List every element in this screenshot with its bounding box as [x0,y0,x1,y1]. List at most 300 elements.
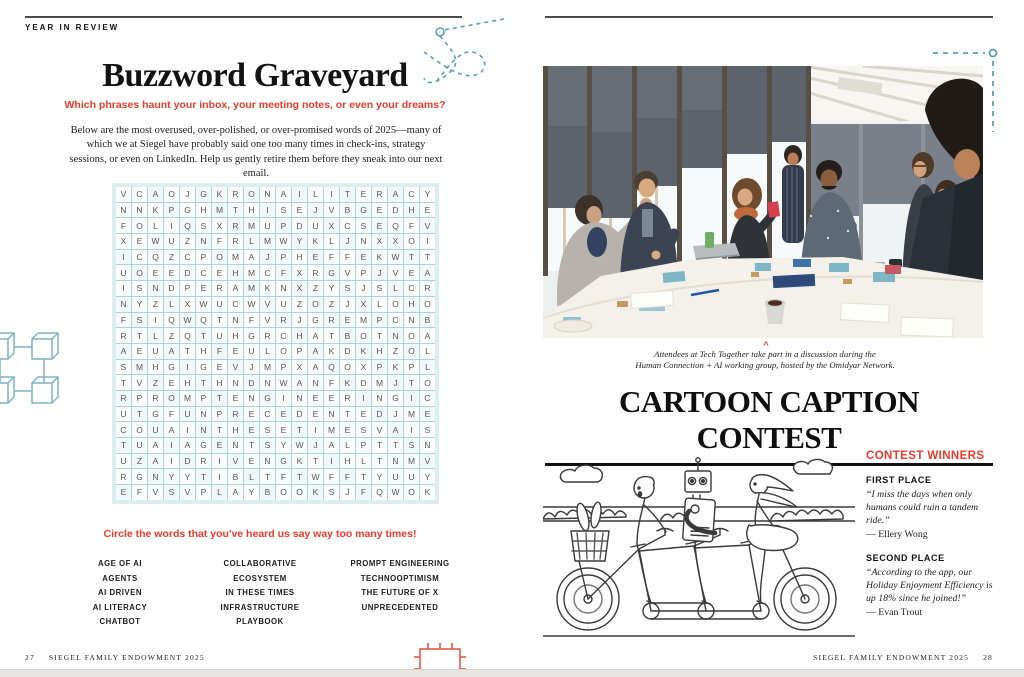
wordsearch-cell: A [388,187,403,202]
wordsearch-cell: G [388,391,403,406]
wordsearch-cell: M [244,265,259,280]
wordsearch-cell: A [148,187,163,202]
wordsearch-cell: K [420,485,435,500]
wordsearch-cell: V [372,422,387,437]
wordsearch-cell: N [308,375,323,390]
right-footer-text: SIEGEL FAMILY ENDOWMENT 2025 [813,653,970,662]
wordsearch-cell: T [212,422,227,437]
wordsearch-cell: L [244,469,259,484]
wordsearch-cell: C [276,328,291,343]
wordsearch-cell: E [228,391,243,406]
wordsearch-cell: W [388,485,403,500]
wordsearch-cell: T [180,344,195,359]
wordsearch-cell: Q [324,360,339,375]
wordsearch-cell: T [340,187,355,202]
wordsearch-cell: U [212,297,227,312]
wordsearch-cell: N [276,281,291,296]
wordsearch-cell: I [324,454,339,469]
wordsearch-cell: J [244,360,259,375]
wordsearch-cell: F [276,469,291,484]
wordsearch-cell: U [116,454,131,469]
word-list-column [330,557,470,630]
wordsearch-cell: O [404,328,419,343]
wordsearch-cell: P [196,250,211,265]
wordsearch-cell: T [372,454,387,469]
winner-author: — Evan Trout [866,606,923,618]
wordsearch-cell: M [244,218,259,233]
wordsearch-cell: V [132,375,147,390]
wordsearch-cell: E [308,407,323,422]
wordsearch-cell: V [420,454,435,469]
wordsearch-cell: T [260,469,275,484]
wordsearch-cell: Z [148,375,163,390]
wordsearch-cell: T [196,375,211,390]
wordsearch-cell: D [180,265,195,280]
wordsearch-cell: N [148,281,163,296]
word-list-item: AGENTS [102,573,138,583]
wordsearch-cell: T [372,328,387,343]
wordsearch-cell: L [212,485,227,500]
wordsearch-cell: N [132,203,147,218]
wordsearch-cell: G [260,391,275,406]
wordsearch-cell: E [420,407,435,422]
wordsearch-cell: J [308,438,323,453]
wordsearch-cell: Q [196,313,211,328]
wordsearch-cell: N [228,438,243,453]
wordsearch-cell: N [324,407,339,422]
wordsearch-cell: U [260,218,275,233]
wordsearch-cell: A [388,422,403,437]
wordsearch-cell: A [276,187,291,202]
winner-author: — Ellery Wong [866,528,928,540]
wordsearch-cell: F [404,218,419,233]
wordsearch-cell: J [340,234,355,249]
wordsearch-cell: R [212,281,227,296]
caption-caret-icon: ^ [763,340,769,350]
wordsearch-grid [116,187,435,500]
wordsearch-cell: Q [388,218,403,233]
wordsearch-cell: U [388,469,403,484]
wordsearch-cell: O [340,360,355,375]
contest-winners-heading: CONTEST WINNERS [866,450,985,462]
wordsearch-cell: L [148,328,163,343]
wordsearch-cell: R [228,187,243,202]
wordsearch-cell: C [228,297,243,312]
wordsearch-cell: F [324,375,339,390]
wordsearch-cell: S [276,203,291,218]
wordsearch-cell: K [148,203,163,218]
wordsearch-cell: A [228,281,243,296]
wordsearch-cell: L [324,234,339,249]
wordsearch-cell: K [212,187,227,202]
wordsearch-cell: E [308,391,323,406]
wordsearch-cell: W [196,297,211,312]
wordsearch-cell: T [196,328,211,343]
wordsearch-cell: X [116,234,131,249]
wordsearch-cell: A [308,328,323,343]
wordsearch-cell: A [164,344,179,359]
wordsearch-cell: D [292,407,307,422]
wordsearch-cell: I [148,313,163,328]
wordsearch-cell: P [276,250,291,265]
wordsearch-cell: W [292,438,307,453]
wordsearch-cell: R [276,313,291,328]
wordsearch-cell: G [196,187,211,202]
wordsearch-cell: N [244,391,259,406]
wordsearch-cell: N [196,234,211,249]
wordsearch-cell: Z [180,234,195,249]
wordsearch-cell: W [388,250,403,265]
wordsearch-cell: Y [420,469,435,484]
wordsearch-cell: E [340,422,355,437]
wordsearch-cell: G [276,454,291,469]
wordsearch-cell: A [244,250,259,265]
contest-title: CARTOON CAPTION CONTEST [545,384,993,466]
wordsearch-cell: N [228,313,243,328]
wordsearch-cell: V [116,187,131,202]
wordsearch-cell: C [420,391,435,406]
wordsearch-cell: T [244,438,259,453]
wordsearch-cell: T [324,328,339,343]
wordsearch-cell: N [388,328,403,343]
wordsearch-cell: Z [164,250,179,265]
wordsearch-cell: T [212,391,227,406]
wordsearch-cell: H [212,375,227,390]
wordsearch-cell: O [132,218,147,233]
word-list-item: AGE OF AI [97,559,143,568]
wordsearch-cell: T [132,328,147,343]
wordsearch-cell: U [244,344,259,359]
word-list-item: COLLABORATIVE [223,559,297,568]
wordsearch-cell: L [148,218,163,233]
wordsearch-cell: B [340,203,355,218]
wordsearch-cell: Y [132,297,147,312]
wordsearch-cell: X [372,234,387,249]
wordsearch-cell: D [292,218,307,233]
photo-caption-line1: Attendees at Tech Together take part in a discussion during the [654,349,876,359]
circle-prompt: Circle the words that you've heard us say way too many times! [103,528,417,540]
wordsearch-cell: I [212,469,227,484]
wordsearch-cell: C [404,281,419,296]
wordsearch-cell: A [420,328,435,343]
wordsearch-cell: O [164,391,179,406]
wordsearch-cell: Z [308,281,323,296]
wordsearch-cell: L [420,360,435,375]
wordsearch-cell: N [196,422,211,437]
kicker: YEAR IN REVIEW [25,23,120,32]
wordsearch-cell: F [324,250,339,265]
wordsearch-cell: T [372,438,387,453]
wordsearch-cell: E [276,407,291,422]
wordsearch-cell: V [148,485,163,500]
wordsearch-cell: Z [164,328,179,343]
wordsearch-cell: V [420,218,435,233]
wordsearch-cell: T [340,407,355,422]
word-list-item: THE FUTURE OF X [361,588,439,597]
wordsearch-cell: A [308,344,323,359]
wordsearch-cell: M [260,234,275,249]
wordsearch-cell: F [276,265,291,280]
wordsearch-cell: T [116,438,131,453]
wordsearch-cell: E [132,344,147,359]
wordsearch-cell: M [228,250,243,265]
wordsearch-cell: C [116,422,131,437]
wordsearch-cell: K [308,234,323,249]
wordsearch-cell: H [148,360,163,375]
wordsearch-cell: Y [292,234,307,249]
wordsearch-cell: C [404,187,419,202]
wordsearch-cell: O [388,297,403,312]
word-list-item: TECHNOOPTIMISM [360,573,440,583]
wordsearch-cell: Q [148,250,163,265]
winner-quote: “I miss the days when only humans could ruin a tandem ride.” [866,489,979,526]
wordsearch-cell: S [404,438,419,453]
word-list-item: UNPRECEDENTED [361,602,439,612]
tandem-cartoon-illustration [543,431,855,645]
wordsearch-cell: F [340,469,355,484]
wordsearch-cell: S [420,422,435,437]
wordsearch-cell: W [244,297,259,312]
wordsearch-cell: P [196,391,211,406]
wordsearch-cell: C [132,187,147,202]
wordsearch-cell: Y [276,438,291,453]
wordsearch-cell: F [212,234,227,249]
wordsearch-cell: Z [148,297,163,312]
wordsearch-cell: V [388,265,403,280]
wordsearch-cell: K [388,360,403,375]
wordsearch-cell: E [196,281,211,296]
photo-caption-line2: Human Connection + AI working group, hosted by the Omidyar Network. [635,360,895,371]
wordsearch-cell: U [404,469,419,484]
wordsearch-cell: J [260,250,275,265]
wordsearch-cell: F [116,313,131,328]
wordsearch-cell: H [196,203,211,218]
wordsearch-cell: R [196,454,211,469]
wordsearch-cell: G [196,438,211,453]
wordsearch-cell: T [404,375,419,390]
wordsearch-cell: I [116,281,131,296]
wordsearch [112,183,439,504]
wordsearch-cell: U [164,234,179,249]
wordsearch-cell: R [116,391,131,406]
wordsearch-cell: T [196,469,211,484]
wordsearch-cell: K [292,454,307,469]
left-top-rule [25,16,462,18]
word-list [50,557,470,630]
word-list-item: PLAYBOOK [236,617,284,626]
wordsearch-cell: R [324,313,339,328]
wordsearch-cell: E [212,438,227,453]
wordsearch-cell: A [164,422,179,437]
wordsearch-cell: J [340,297,355,312]
wordsearch-cell: S [196,218,211,233]
wordsearch-cell: E [244,454,259,469]
wordsearch-cell: E [244,422,259,437]
wordsearch-cell: P [276,218,291,233]
wordsearch-cell: C [196,265,211,280]
wordsearch-cell: J [292,313,307,328]
wordsearch-cell: C [132,250,147,265]
wordsearch-cell: P [276,360,291,375]
page-title: Buzzword Graveyard [102,57,408,94]
wordsearch-cell: I [404,422,419,437]
wordsearch-cell: W [276,234,291,249]
word-list-item: ECOSYSTEM [233,573,287,583]
wordsearch-cell: E [212,360,227,375]
wordsearch-cell: Y [180,469,195,484]
wordsearch-cell: H [180,375,195,390]
wordsearch-cell: I [180,360,195,375]
wordsearch-cell: E [276,422,291,437]
wordsearch-cell: U [180,407,195,422]
wordsearch-cell: G [164,360,179,375]
wordsearch-cell: I [164,438,179,453]
word-list-item: IN THESE TIMES [225,588,295,597]
wordsearch-cell: U [212,328,227,343]
wordsearch-cell: D [244,375,259,390]
wordsearch-cell: K [340,375,355,390]
wordsearch-cell: E [116,485,131,500]
wordsearch-cell: T [308,454,323,469]
wordsearch-cell: S [356,218,371,233]
wordsearch-cell: R [340,391,355,406]
wordsearch-cell: N [372,391,387,406]
wordsearch-cell: F [212,344,227,359]
wordsearch-cell: H [372,344,387,359]
wordsearch-cell: W [148,234,163,249]
wordsearch-cell: L [164,297,179,312]
wordsearch-cell: A [292,375,307,390]
right-page-number: 28 [983,653,993,662]
wordsearch-cell: L [388,281,403,296]
wordsearch-cell: S [340,281,355,296]
wordsearch-cell: O [132,422,147,437]
wordsearch-cell: U [276,297,291,312]
wordsearch-cell: J [180,187,195,202]
wordsearch-cell: N [388,454,403,469]
wordsearch-cell: S [164,485,179,500]
wordsearch-cell: W [276,375,291,390]
wordsearch-cell: V [260,313,275,328]
wordsearch-cell: C [388,313,403,328]
wordsearch-cell: G [196,360,211,375]
wordsearch-cell: M [356,313,371,328]
wordsearch-cell: C [340,218,355,233]
wordsearch-cell: R [308,265,323,280]
wordsearch-cell: F [356,485,371,500]
wordsearch-cell: I [404,391,419,406]
wordsearch-cell: R [228,218,243,233]
wordsearch-cell: J [372,265,387,280]
wordsearch-cell: J [340,485,355,500]
wordsearch-cell: E [292,203,307,218]
wordsearch-cell: N [260,454,275,469]
wordsearch-cell: N [148,469,163,484]
wordsearch-cell: F [340,250,355,265]
wordsearch-cell: S [260,422,275,437]
wordsearch-cell: L [420,344,435,359]
wordsearch-cell: P [292,344,307,359]
wordsearch-cell: E [404,265,419,280]
scanner-edge-bar [0,669,1024,677]
wordsearch-cell: V [324,203,339,218]
wordsearch-cell: I [164,454,179,469]
wordsearch-cell: P [164,203,179,218]
wordsearch-cell: R [116,469,131,484]
wordsearch-cell: H [196,344,211,359]
wordsearch-cell: O [212,250,227,265]
wordsearch-cell: T [292,422,307,437]
wordsearch-cell: S [324,485,339,500]
wordsearch-cell: D [164,281,179,296]
right-top-rule [545,16,993,18]
wordsearch-cell: X [212,218,227,233]
wordsearch-cell: O [404,485,419,500]
wordsearch-cell: H [244,203,259,218]
wordsearch-cell: M [324,422,339,437]
wordsearch-cell: Z [132,454,147,469]
word-list-column [190,557,330,630]
wordsearch-cell: D [372,407,387,422]
wordsearch-cell: N [420,438,435,453]
wordsearch-cell: V [340,265,355,280]
wordsearch-cell: C [260,265,275,280]
wordsearch-cell: T [292,469,307,484]
wordsearch-cell: G [148,407,163,422]
wordsearch-cell: Y [372,469,387,484]
wordsearch-cell: N [196,407,211,422]
wordsearch-cell: H [404,203,419,218]
winner-place: SECOND PLACE [866,552,945,563]
blockchain-cubes-icon [0,325,68,411]
wordsearch-cell: E [372,218,387,233]
wordsearch-cell: L [356,454,371,469]
wordsearch-cell: E [132,234,147,249]
wordsearch-cell: E [356,187,371,202]
wordsearch-cell: L [372,297,387,312]
wordsearch-cell: O [276,485,291,500]
wordsearch-cell: I [356,391,371,406]
wordsearch-cell: I [276,391,291,406]
wordsearch-cell: X [356,297,371,312]
wordsearch-cell: A [324,438,339,453]
wordsearch-cell: O [420,297,435,312]
wordsearch-cell: B [420,313,435,328]
wordsearch-cell: K [372,250,387,265]
wordsearch-cell: Y [244,485,259,500]
wordsearch-cell: K [260,281,275,296]
wordsearch-cell: H [404,297,419,312]
word-list-item: AI LITERACY [92,602,148,612]
wordsearch-cell: Z [388,344,403,359]
wordsearch-cell: P [212,407,227,422]
wordsearch-cell: E [324,391,339,406]
wordsearch-cell: L [244,234,259,249]
wordsearch-cell: Q [180,328,195,343]
wordsearch-cell: O [420,375,435,390]
wordsearch-cell: Z [324,297,339,312]
page-subtitle: Which phrases haunt your inbox, your meeting notes, or even your dreams? [64,99,446,111]
wordsearch-cell: T [388,438,403,453]
wordsearch-cell: Y [164,469,179,484]
wordsearch-cell: T [132,407,147,422]
wordsearch-cell: F [244,313,259,328]
wordsearch-cell: V [180,485,195,500]
wordsearch-cell: W [180,313,195,328]
wordsearch-cell: H [292,250,307,265]
wordsearch-cell: A [180,438,195,453]
wordsearch-cell: F [132,485,147,500]
